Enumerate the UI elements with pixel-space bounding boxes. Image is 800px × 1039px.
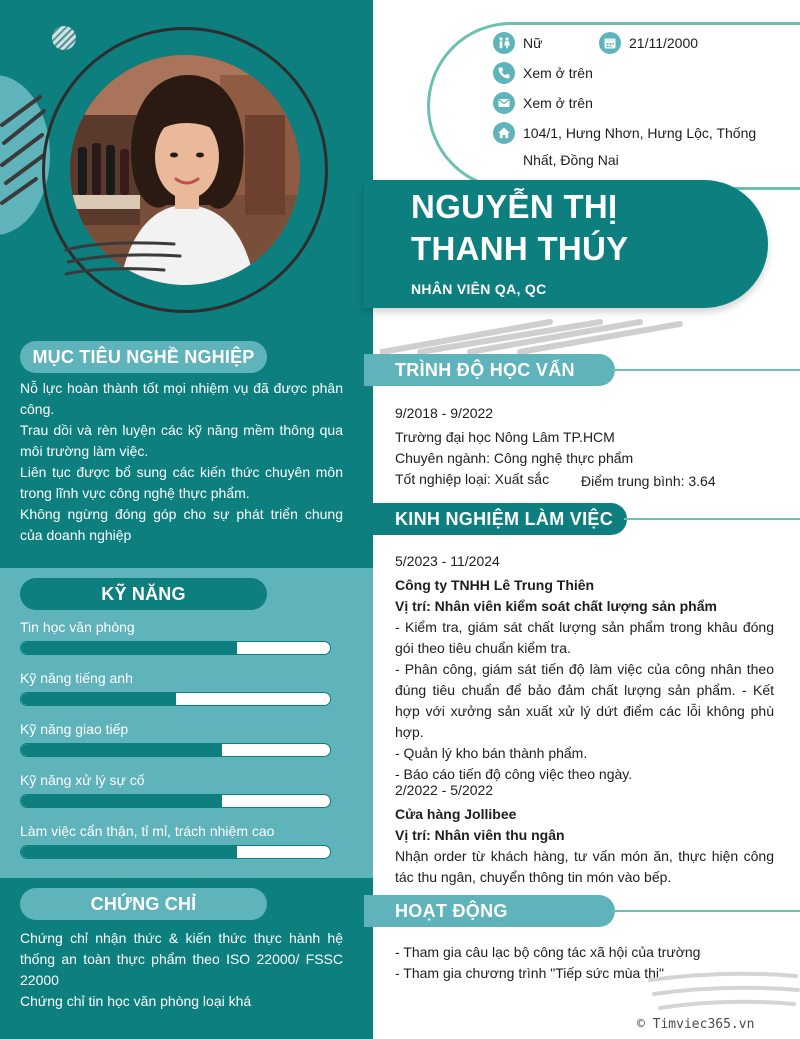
experience-heading: KINH NGHIỆM LÀM VIỆC <box>364 503 627 535</box>
experience-job <box>395 780 774 888</box>
education-school: Trường đại học Nông Lâm TP.HCM <box>395 429 615 445</box>
skills-heading: KỸ NĂNG <box>20 578 267 610</box>
objective-heading: MỤC TIÊU NGHỀ NGHIỆP <box>20 341 267 373</box>
decorative-brush-strokes-right <box>380 316 690 356</box>
job-position: Vị trí: Nhân viên thu ngân <box>395 827 565 843</box>
skill-bar <box>20 845 331 859</box>
education-divider <box>612 369 800 371</box>
contact-gender <box>493 32 542 54</box>
skill-label: Tin học văn phòng <box>20 619 135 635</box>
certificate-line: Chứng chỉ tin học văn phòng loại khá <box>20 993 252 1009</box>
full-name <box>411 186 751 270</box>
skill-bar-fill <box>21 795 222 807</box>
skill-bar-fill <box>21 693 176 705</box>
education-period: 9/2018 - 9/2022 <box>395 405 494 421</box>
activity-line: - Tham gia chương trình "Tiếp sức mùa thi" <box>395 965 664 981</box>
decorative-brush-strokes-left <box>0 85 46 225</box>
certificates-text <box>20 928 343 1012</box>
experience-job <box>395 551 774 785</box>
skill-bar-fill <box>21 744 222 756</box>
skill-bar <box>20 743 331 757</box>
job-company: Công ty TNHH Lê Trung Thiên <box>395 577 595 593</box>
skill-bar-fill <box>21 642 237 654</box>
activities-divider <box>612 910 800 912</box>
watermark: © Timviec365.vn <box>637 1017 755 1032</box>
decorative-brush-strokes-bottom <box>646 968 800 1018</box>
decorative-dot <box>52 26 76 50</box>
contact-phone <box>493 62 593 84</box>
email-value: Xem ở trên <box>523 95 593 111</box>
job-title: NHÂN VIÊN QA, QC <box>411 281 547 297</box>
experience-divider <box>624 518 800 520</box>
birthdate-value: 21/11/2000 <box>629 35 699 51</box>
skill-label: Kỹ năng giao tiếp <box>20 721 129 737</box>
objective-line: Liên tục được bổ sung các kiến thức chuyên môn trong lĩnh vực công nghệ thực phẩm. <box>20 464 343 501</box>
contact-email <box>493 92 593 114</box>
contact-address-cont <box>523 152 619 168</box>
left-sidebar <box>0 0 373 1039</box>
education-heading: TRÌNH ĐỘ HỌC VẤN <box>364 354 615 386</box>
objective-text <box>20 378 343 546</box>
objective-line: Nỗ lực hoàn thành tốt mọi nhiệm vụ đã được phân công. <box>20 380 343 417</box>
job-duty: - Kiểm tra, giám sát chất lượng sản phẩm trong khâu đóng gói theo tiêu chuẩn kiểm tra. <box>395 619 774 656</box>
certificates-heading: CHỨNG CHỈ <box>20 888 267 920</box>
education-major: Chuyên ngành: Công nghệ thực phẩm <box>395 450 634 466</box>
skill-label: Làm việc cẩn thận, tỉ mỉ, trách nhiệm cao <box>20 823 275 839</box>
mail-icon <box>493 92 515 114</box>
contact-birthdate <box>599 32 698 54</box>
gender-icon <box>493 32 515 54</box>
skill-label: Kỹ năng xử lý sự cố <box>20 772 145 788</box>
address-line-2: Nhất, Đồng Nai <box>523 152 619 168</box>
phone-value: Xem ở trên <box>523 65 593 81</box>
job-position: Vị trí: Nhân viên kiểm soát chất lượng sản phẩm <box>395 598 717 614</box>
decorative-brush-strokes-photo <box>64 238 184 284</box>
phone-icon <box>493 62 515 84</box>
job-company: Cửa hàng Jollibee <box>395 806 517 822</box>
job-duty: - Báo cáo tiến độ công việc theo ngày. <box>395 766 633 782</box>
name-line-1: NGUYỄN THỊ <box>411 188 618 225</box>
job-duty: - Quản lý kho bán thành phẩm. <box>395 745 588 761</box>
objective-line: Không ngừng đóng góp cho sự phát triển chung của doanh nghiệp <box>20 506 343 543</box>
name-line-2: THANH THÚY <box>411 230 629 267</box>
activity-line: - Tham gia câu lạc bộ công tác xã hội của trường <box>395 944 701 960</box>
skill-bar <box>20 692 331 706</box>
job-duty: - Phân công, giám sát tiến độ làm việc của công nhân theo đúng tiêu chuẩn để bảo đảm chất lượng sản phẩm. - Kết hợp với xưởng sản xuất xử lý dứt điểm các lỗi không phù hợp. <box>395 661 774 740</box>
skill-bar <box>20 794 331 808</box>
skill-bar-fill <box>21 846 237 858</box>
certificate-line: Chứng chỉ nhận thức & kiến thức thực hành hệ thống an toàn thực phẩm theo ISO 22000/ FSSC 22000 <box>20 930 343 988</box>
activities-heading: HOẠT ĐỘNG <box>364 895 615 927</box>
home-icon <box>493 122 515 144</box>
job-duty: Nhận order từ khách hàng, tư vấn món ăn, thực hiện công tác thu ngân, chuyển thông tin món vào bếp. <box>395 848 774 885</box>
calendar-icon <box>599 32 621 54</box>
skill-bar <box>20 641 331 655</box>
skill-label: Kỹ năng tiếng anh <box>20 670 133 686</box>
job-period: 2/2022 - 5/2022 <box>395 782 494 798</box>
education-gpa: Điểm trung bình: 3.64 <box>581 473 716 489</box>
education-grade: Tốt nghiệp loại: Xuất sắc <box>395 471 550 487</box>
objective-line: Trau dồi và rèn luyện các kỹ năng mềm thông qua môi trường làm việc. <box>20 422 343 459</box>
contact-address <box>493 122 756 144</box>
address-line-1: 104/1, Hưng Nhơn, Hưng Lộc, Thống <box>523 125 757 141</box>
gender-value: Nữ <box>523 35 543 51</box>
job-period: 5/2023 - 11/2024 <box>395 553 500 569</box>
